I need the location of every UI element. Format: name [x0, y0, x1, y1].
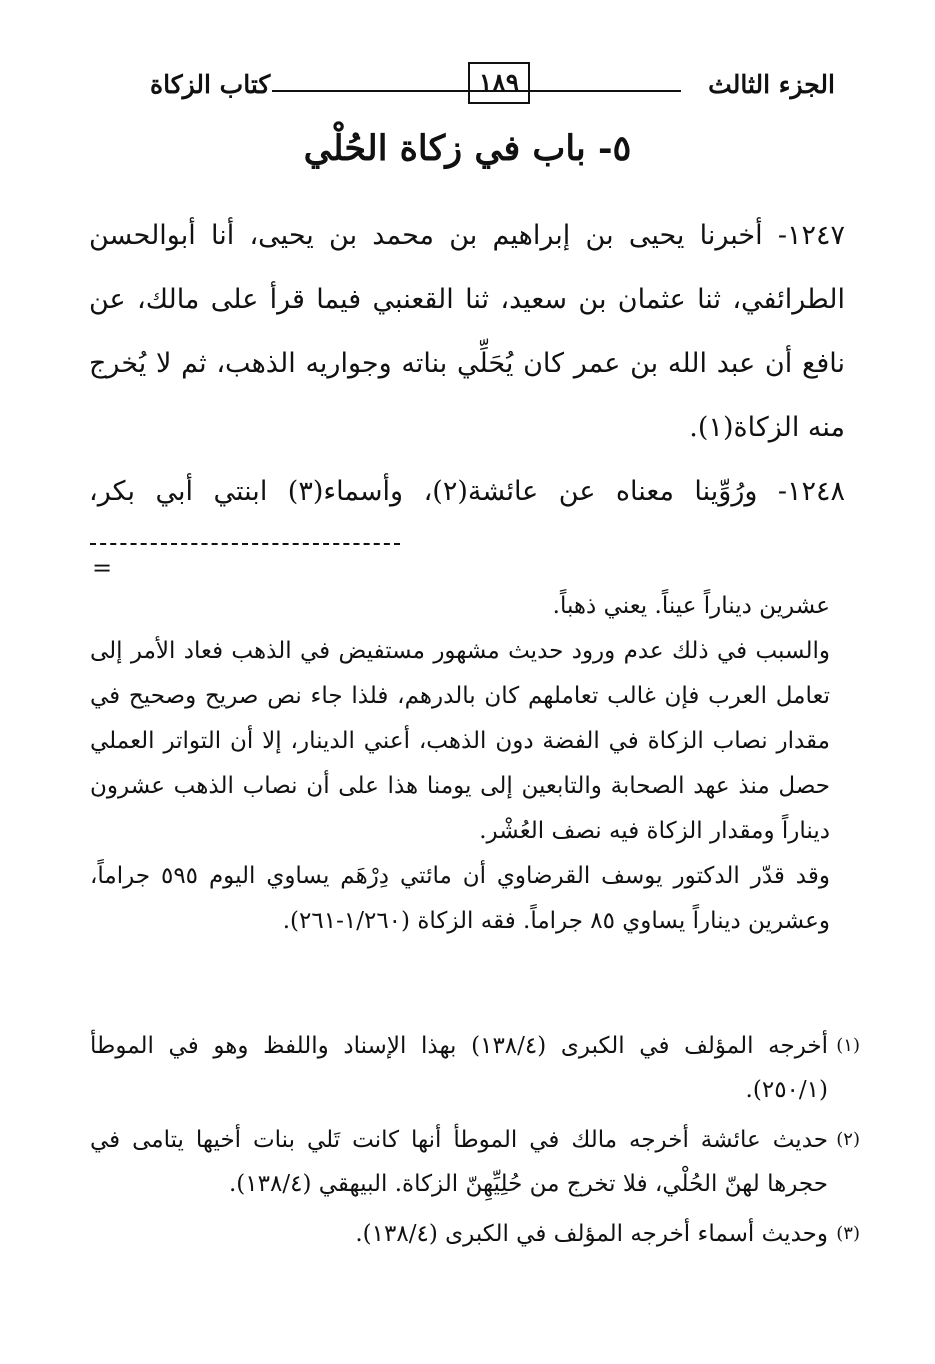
footnote-separator — [90, 543, 400, 545]
footnote-3 — [90, 1212, 860, 1256]
page-number: ١٨٩ — [468, 62, 530, 104]
header-rule-left — [272, 90, 468, 92]
note-paragraph: وقد قدّر الدكتور يوسف القرضاوي أن مائتي دِرْهَم يساوي اليوم ٥٩٥ جراماً، وعشرين ديناراً يساوي ٨٥ جراماً. فقه الزكاة (١/٢٦٠-٢٦١). — [90, 863, 830, 934]
footnote-number: (٢) — [836, 1129, 860, 1150]
footnote-text: وحديث أسماء أخرجه المؤلف في الكبرى (١٣٨/٤). — [355, 1221, 828, 1247]
main-text — [89, 204, 845, 524]
note-paragraph: والسبب في ذلك عدم ورود حديث مشهور مستفيض في الذهب فعاد الأمر إلى تعامل العرب فإن غالب تعاملهم كان بالدرهم، فلذا جاء نص صريح وصحيح في مقدار نصاب الزكاة في الفضة دون الذهب، أعني الدينار، إلا أن التواتر العملي حصل منذ عهد الصحابة والتابعين إلى يومنا هذا على أن نصاب الذهب عشرون ديناراً ومقدار الزكاة فيه نصف العُشْر. — [90, 638, 830, 844]
footnote-text: أخرجه المؤلف في الكبرى (١٣٨/٤) بهذا الإسناد واللفظ وهو في الموطأ (٢٥٠/١). — [90, 1033, 828, 1103]
chapter-title: ٥- باب في زكاة الحُلْي — [303, 128, 632, 169]
continuation-mark: = — [92, 554, 113, 582]
footnote-number: (١) — [836, 1035, 860, 1056]
footnote-2 — [90, 1118, 860, 1206]
footnotes — [90, 1024, 860, 1262]
hadith-1248: ١٢٤٨- ورُوِّينا معناه عن عائشة(٢)، وأسماء(٣) ابنتي أبي بكر، — [89, 476, 846, 507]
footnote-1 — [90, 1024, 860, 1112]
note-paragraph: عشرين ديناراً عيناً. يعني ذهباً. — [552, 593, 830, 619]
header-book: كتاب الزكاة — [150, 70, 271, 99]
continued-note — [90, 584, 830, 944]
footnote-text: حديث عائشة أخرجه مالك في الموطأ أنها كانت تَلي بنات أخيها يتامى في حجرها لهنّ الحُلْي، فلا تخرج من حُلِيِّهِنّ الزكاة. البيهقي (١٣٨/٤). — [90, 1127, 828, 1197]
header-part: الجزء الثالث — [708, 70, 835, 99]
hadith-1247: ١٢٤٧- أخبرنا يحيى بن إبراهيم بن محمد بن يحيى، أنا أبوالحسن الطرائفي، ثنا عثمان بن سعيد، ثنا القعنبي فيما قرأ على مالك، عن نافع أن عبد الله بن عمر كان يُحَلِّي بناته وجواريه الذهب، ثم لا يُخرج منه الزكاة(١). — [89, 220, 845, 443]
footnote-number: (٣) — [836, 1223, 860, 1244]
